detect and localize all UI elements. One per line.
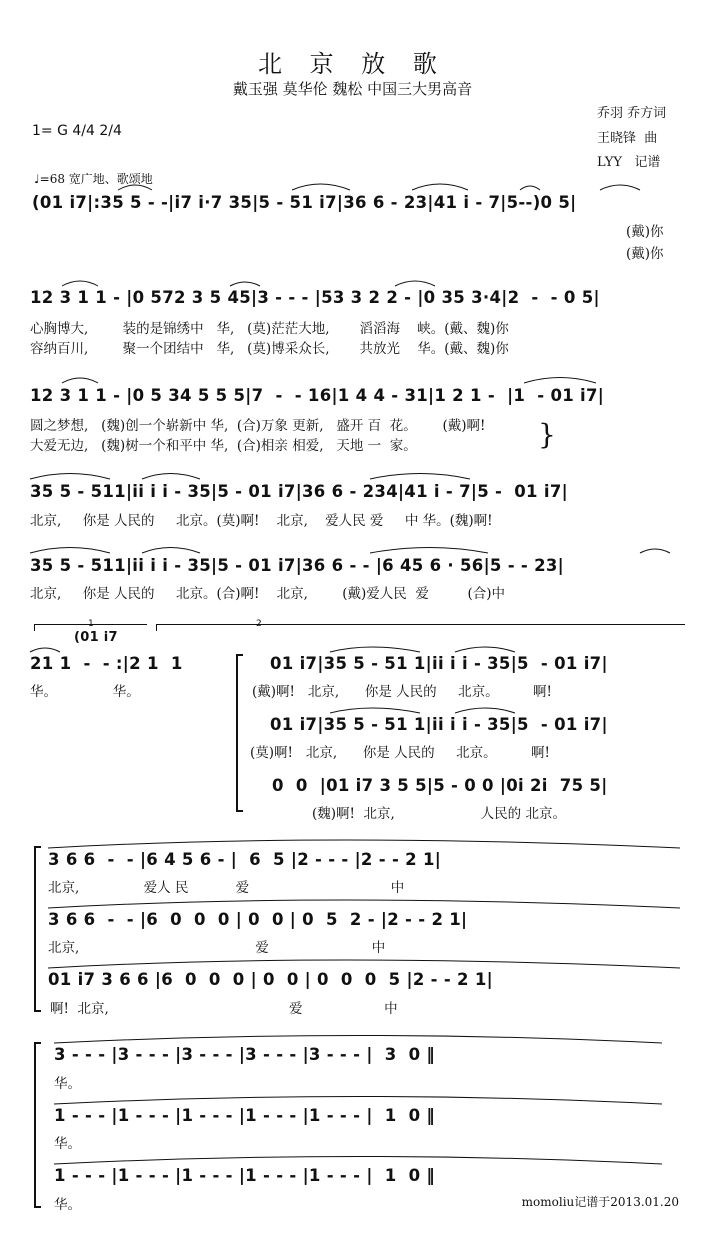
- score-row-6-lyric: 华。 华。: [30, 684, 140, 700]
- key-signature: 1= G 4/4 2/4: [32, 123, 122, 139]
- score-row-3-lyric-1: 圆之梦想, (魏)创一个崭新中 华, (合)万象 更新, 盛开 百 花。 (戴)啊!: [30, 418, 486, 434]
- slur: [30, 648, 60, 652]
- transcriber-credit: LYY 记谱: [597, 155, 661, 170]
- slur: [412, 184, 468, 190]
- repeat-pickup-notes: (01 i7: [74, 630, 118, 645]
- second-ending-number: 2: [256, 619, 262, 629]
- slur: [142, 548, 200, 554]
- slur: [62, 378, 98, 383]
- slur: [292, 184, 350, 190]
- score-row-2-notes: 12 3 1 1 - |0 572 3 5 45|3 - - - |53 3 2 2 - |0 35 3·4|2 - - 0 5|: [30, 288, 600, 307]
- trio-1-part-3-notes: 0 0 |01 i7 3 5 5|5 - 0 0 |0i 2i 75 5|: [272, 776, 608, 795]
- page-title: 北 京 放 歌: [258, 50, 447, 78]
- trio-1-part-1-notes: 01 i7|35 5 - 51 1|ii i i - 35|5 - 01 i7|: [270, 654, 608, 673]
- first-ending-number: 1: [88, 619, 94, 629]
- trio-3-part-1-lyric: 华。: [54, 1076, 81, 1092]
- slur: [370, 548, 488, 554]
- score-row-2-lyric-2: 容纳百川, 聚一个团结中 华, (莫)博采众长, 共放光 华。(戴、魏)你: [30, 341, 509, 357]
- score-row-1-notes: (01 i7|:35 5 - -|i7 i·7 35|5 - 51 i7|36 6 - 23|41 i - 7|5--)0 5|: [32, 193, 577, 212]
- slur: [600, 185, 640, 190]
- slur: [54, 1157, 662, 1165]
- slur: [330, 647, 420, 652]
- slur: [455, 708, 515, 713]
- trio-3-part-3-notes: 1 - - - |1 - - - |1 - - - |1 - - - |1 - - - | 1 0 ‖: [54, 1166, 435, 1185]
- score-row-4-lyric: 北京, 你是 人民的 北京。(莫)啊! 北京, 爱人民 爱 中 华。(魏)啊!: [30, 513, 493, 529]
- trio-3-part-3-lyric: 华。: [54, 1197, 81, 1213]
- trio-1-part-2-lyric: (莫)啊! 北京, 你是 人民的 北京。 啊!: [250, 745, 550, 761]
- slur: [48, 840, 680, 848]
- slur: [330, 708, 420, 713]
- composer-credit: 王晓锋 曲: [597, 131, 658, 146]
- performers-subtitle: 戴玉强 莫华伦 魏松 中国三大男高音: [232, 80, 473, 98]
- trio-2-part-2-notes: 3 6 6 - - |6 0 0 0 | 0 0 | 0 5 2 - |2 - - 2 1|: [48, 910, 468, 929]
- score-row-6-notes: 21 1 - - :|2 1 1: [30, 654, 183, 673]
- trio-2-part-1-notes: 3 6 6 - - |6 4 5 6 - | 6 5 |2 - - - |2 - - 2 1|: [48, 850, 442, 869]
- slur: [142, 474, 200, 480]
- slur: [118, 185, 152, 190]
- trio-3-part-2-notes: 1 - - - |1 - - - |1 - - - |1 - - - |1 - - - | 1 0 ‖: [54, 1106, 435, 1125]
- score-row-5-notes: 35 5 - 511|ii i i - 35|5 - 01 i7|36 6 - - |6 45 6 · 56|5 - - 23|: [30, 556, 565, 575]
- score-row-5-lyric: 北京, 你是 人民的 北京。(合)啊! 北京, (戴)爱人民 爱 (合)中: [30, 586, 506, 602]
- score-row-1-lyric-2: (戴)你: [626, 246, 664, 262]
- slur: [54, 1097, 662, 1105]
- slur: [48, 900, 680, 908]
- score-row-3-notes: 12 3 1 1 - |0 5 34 5 5 5|7 - - 16|1 4 4 - 31|1 2 1 - |1 - 01 i7|: [30, 386, 605, 405]
- slur: [395, 281, 435, 286]
- lyricist-credit: 乔羽 乔方词: [597, 106, 667, 121]
- slur: [524, 378, 596, 384]
- score-row-4-notes: 35 5 - 511|ii i i - 35|5 - 01 i7|36 6 - 234|41 i - 7|5 - 01 i7|: [30, 482, 568, 501]
- slur: [62, 281, 98, 286]
- tempo-marking: ♩=68 宽广地、歌颂地: [34, 172, 153, 186]
- slur: [455, 647, 515, 652]
- verse-brace: }: [538, 418, 556, 451]
- score-row-1-lyric-1: (戴)你: [626, 224, 664, 240]
- trio-1-part-3-lyric: (魏)啊! 北京, 人民的 北京。: [312, 806, 566, 822]
- slur: [30, 548, 110, 554]
- score-row-3-lyric-2: 大爱无边, (魏)树一个和平中 华, (合)相亲 相爱, 天地 一 家。: [30, 438, 417, 454]
- trio-1-part-2-notes: 01 i7|35 5 - 51 1|ii i i - 35|5 - 01 i7|: [270, 715, 608, 734]
- trio-3-part-1-notes: 3 - - - |3 - - - |3 - - - |3 - - - |3 - - - | 3 0 ‖: [54, 1045, 435, 1064]
- trio-2-part-2-lyric: 北京, 爱 中: [48, 940, 386, 956]
- trio-1-part-1-lyric: (戴)啊! 北京, 你是 人民的 北京。 啊!: [252, 684, 552, 700]
- slur: [54, 1036, 662, 1044]
- slur: [520, 186, 540, 190]
- score-row-2-lyric-1: 心胸博大, 装的是锦绣中 华, (莫)茫茫大地, 滔滔海 峡。(戴、魏)你: [30, 321, 509, 337]
- slur: [370, 474, 470, 480]
- slur: [48, 960, 680, 968]
- slur: [640, 549, 670, 553]
- slur: [30, 474, 110, 480]
- slur: [230, 282, 260, 286]
- trio-2-part-3-notes: 01 i7 3 6 6 |6 0 0 0 | 0 0 | 0 0 0 5 |2 - - 2 1|: [48, 970, 493, 989]
- footer-transcription-note: momoliu记谱于2013.01.20: [521, 1195, 679, 1209]
- trio-3-part-2-lyric: 华。: [54, 1136, 81, 1152]
- trio-2-part-3-lyric: 啊! 北京, 爱 中: [50, 1001, 398, 1017]
- trio-2-part-1-lyric: 北京, 爱人 民 爱 中: [48, 880, 405, 896]
